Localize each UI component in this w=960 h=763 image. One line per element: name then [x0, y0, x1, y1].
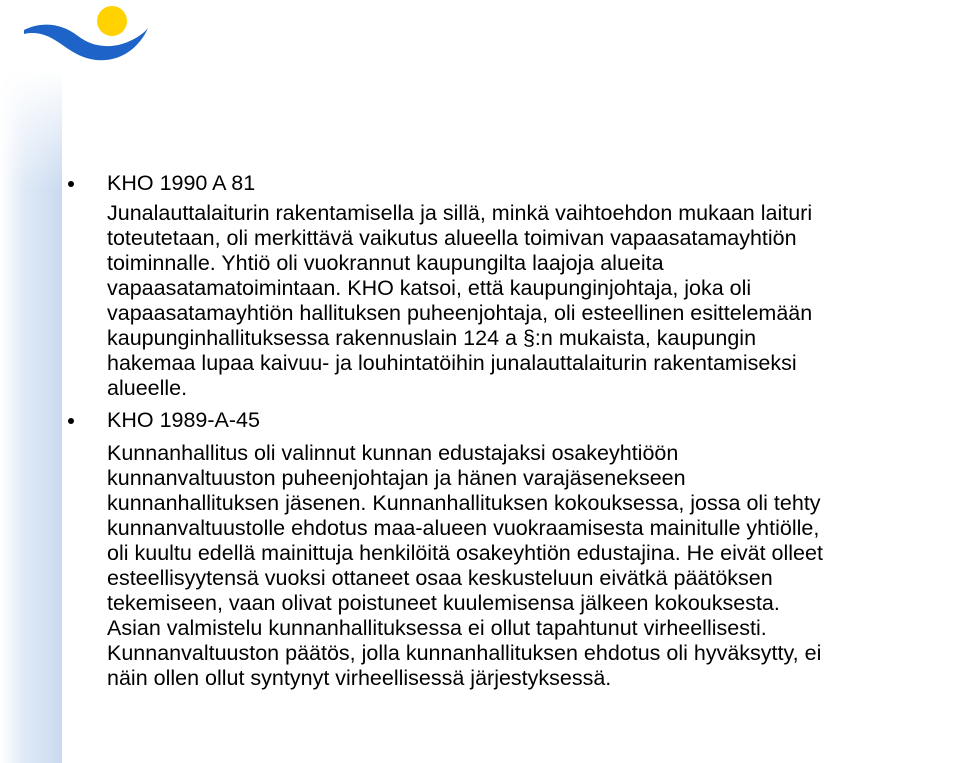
- text-line: näin ollen ollut syntynyt virheellisessä järjestyksessä.: [107, 666, 612, 690]
- text-line: kunnanvaltuustolle ehdotus maa-alueen vuokraamisesta mainitulle yhtiölle,: [107, 516, 820, 540]
- text-line: tekemiseen, vaan olivat poistuneet kuulemisensa jälkeen kokouksesta.: [107, 591, 780, 615]
- text-line: oli kuultu edellä mainittuja henkilöitä osakeyhtiön edustajina. He eivät olleet: [107, 541, 823, 565]
- text-line: alueelle.: [107, 376, 188, 400]
- logo-icon: [20, 0, 150, 70]
- text-line: Kunnanvaltuuston päätös, jolla kunnanhallituksen ehdotus oli hyväksytty, ei: [107, 641, 822, 665]
- text-line: Asian valmistelu kunnanhallituksessa ei ollut tapahtunut virheellisesti.: [107, 616, 767, 640]
- text-line: vapaasatamayhtiön hallituksen puheenjohtaja, oli esteellinen esittelemään: [107, 301, 813, 325]
- bullet-item-kho-1989: [68, 408, 960, 691]
- text-line: toiminnalle. Yhtiö oli vuokrannut kaupungilta laajoja alueita: [107, 251, 664, 275]
- text-line: kaupunginhallituksessa rakennuslain 124 a §:n mukaista, kaupungin: [107, 326, 757, 350]
- side-gradient-band: [0, 70, 62, 763]
- bullet-dot: [68, 181, 74, 187]
- text-line: Junalauttalaiturin rakentamisella ja sillä, minkä vaihtoehdon mukaan laituri: [107, 201, 813, 225]
- case-title: KHO 1989-A-45: [107, 408, 260, 432]
- text-line: kunnanvaltuuston puheenjohtajan ja hänen varajäsenekseen: [107, 466, 686, 490]
- text-line: hakemaa lupaa kaivuu- ja louhintatöihin junalauttalaiturin rakentamiseksi: [107, 351, 797, 375]
- logo-sun: [97, 6, 127, 36]
- slide-content: [68, 171, 960, 691]
- text-line: vapaasatamatoimintaan. KHO katsoi, että kaupunginjohtaja, joka oli: [107, 276, 752, 300]
- text-line: toteutetaan, oli merkittävä vaikutus alueella toimivan vapaasatamayhtiön: [107, 226, 797, 250]
- text-line: esteellisyytensä vuoksi ottaneet osaa keskusteluun eivätkä päätöksen: [107, 566, 773, 590]
- case-description: [107, 441, 960, 691]
- bullet-dot: [68, 418, 74, 424]
- logo-wave: [24, 25, 148, 61]
- case-title: KHO 1990 A 81: [107, 171, 256, 195]
- bullet-item-kho-1990: [68, 171, 960, 401]
- text-line: kunnanhallituksen jäsenen. Kunnanhallituksen kokouksessa, jossa oli tehty: [107, 491, 821, 515]
- case-description: [107, 201, 960, 401]
- text-line: Kunnanhallitus oli valinnut kunnan edustajaksi osakeyhtiöön: [107, 441, 679, 465]
